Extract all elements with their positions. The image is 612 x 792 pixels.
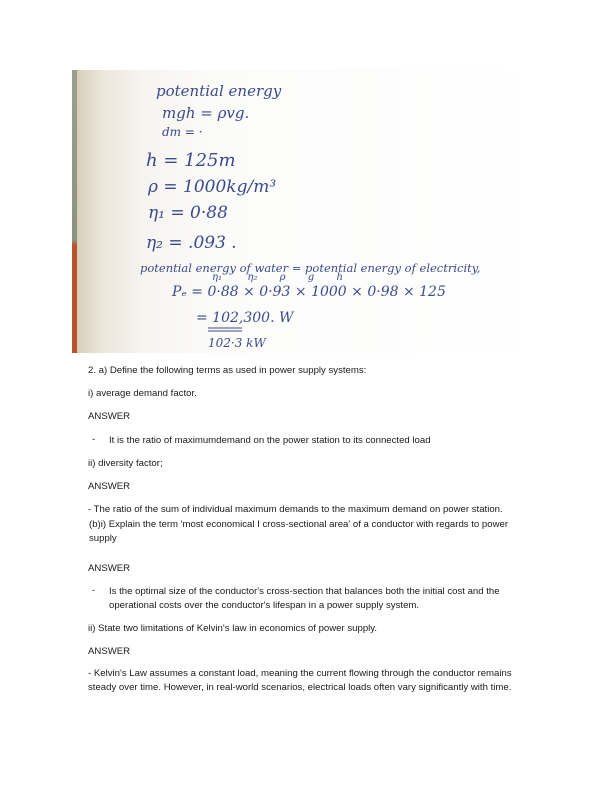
hw-line: dm = · [162, 125, 203, 139]
answer-label: ANSWER [88, 646, 131, 657]
hw-line: η₁ η₂ ρ g h [212, 272, 343, 283]
answer-2b-i: Is the optimal size of the conductor's cross-section that balances both the initial cost and the operational costs over the conductor's lifespan in a power supply system. [109, 586, 500, 611]
question-2b-i: (b)i) Explain the term 'most economical I cross-sectional area' of a conductor with regards to power supply [89, 519, 509, 544]
hw-line: 102·3 kW [208, 336, 266, 350]
question-2b-ii: ii) State two limitations of Kelvin's law in economics of power supply. [88, 623, 378, 634]
hw-line: = 102,300. W [196, 310, 294, 326]
answer-2b-ii: - Kelvin's Law assumes a constant load, meaning the current flowing through the conductor remains steady over time. However, in real-world scenarios, electrical loads often vary significantly with time. [88, 668, 512, 693]
bullet-dash: - [92, 585, 96, 596]
answer-2a-ii: - The ratio of the sum of individual maximum demands to the maximum demand on power station. [88, 504, 503, 515]
hw-line: η₂ = .093 . [146, 233, 237, 253]
answer-label: ANSWER [88, 563, 131, 574]
bullet-dash: - [92, 434, 96, 445]
hw-line: Pₑ = 0·88 × 0·93 × 1000 × 0·98 × 125 [172, 284, 446, 300]
hw-line: η₁ = 0·88 [148, 203, 228, 223]
hw-line: potential energy of water = potential energy of electricity, [140, 261, 481, 275]
question-2a: 2. a) Define the following terms as used in power supply systems: [88, 365, 367, 376]
hw-line: ρ = 1000kg/m³ [148, 177, 277, 197]
question-2a-i: i) average demand factor. [88, 388, 197, 399]
hw-line: mgh = ρvg. [162, 104, 250, 122]
handwritten-calculation-photo [72, 70, 540, 353]
handwriting [72, 70, 540, 353]
hw-line: potential energy [156, 82, 282, 100]
answer-label: ANSWER [88, 481, 131, 492]
hw-line: h = 125m [146, 150, 236, 171]
answer-2a-i: It is the ratio of maximumdemand on the power station to its connected load [109, 435, 431, 446]
question-2a-ii: ii) diversity factor; [88, 458, 163, 469]
answer-label: ANSWER [88, 411, 131, 422]
